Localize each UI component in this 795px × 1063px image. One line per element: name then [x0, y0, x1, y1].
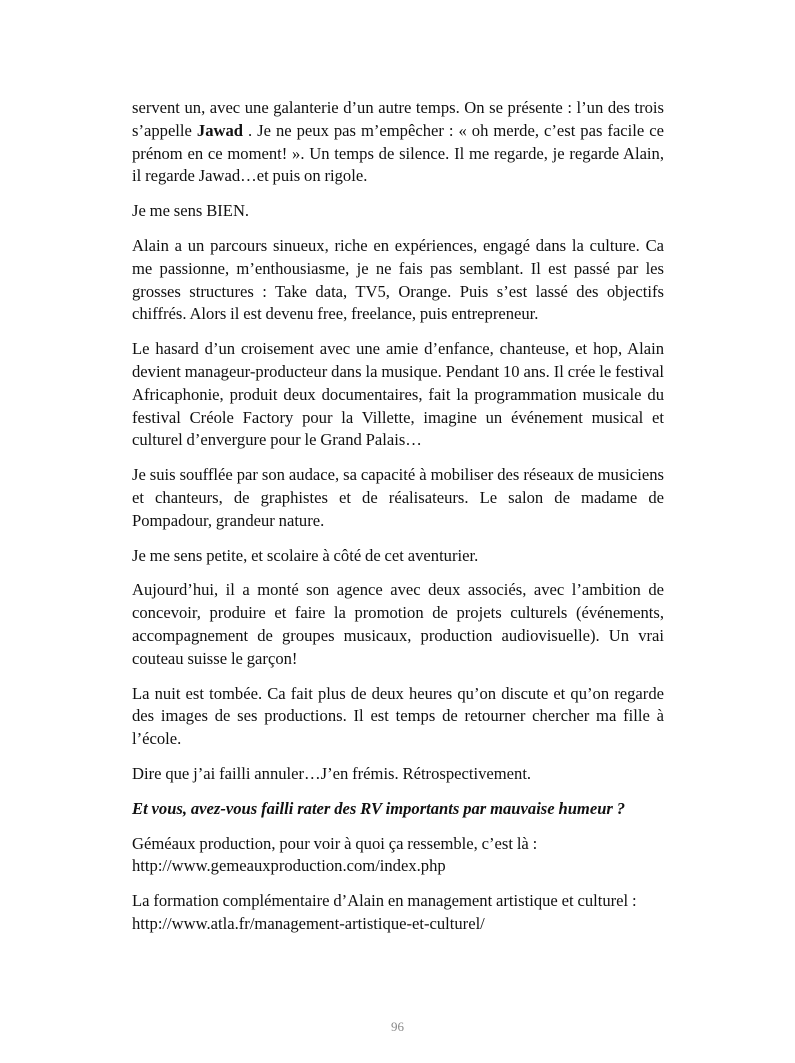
link-intro-atla: La formation complémentaire d’Alain en management artistique et culturel : — [132, 891, 637, 911]
paragraph-feeling-good: Je me sens BIEN. — [132, 201, 250, 221]
paragraph-night-fell: La nuit est tombée. Ca fait plus de deux heures qu’on discute et qu’on regarde des images de ses productions. Il est temps de retourner chercher ma fille à l’école. — [132, 683, 664, 749]
link-url-atla[interactable]: http://www.atla.fr/management-artistique-et-culturel/ — [132, 913, 485, 933]
paragraph-introductions — [132, 97, 664, 188]
paragraph-feeling-small: Je me sens petite, et scolaire à côté de cet aventurier. — [132, 545, 479, 565]
page-number: 96 — [391, 1019, 404, 1034]
link-block-gemeaux — [132, 833, 664, 879]
paragraph-introductions-text-end: . Je ne peux pas m’empêcher : « oh merde, c’est pas facile ce prénom en ce moment! ». Un temps de silence. Il me regarde, je regarde Alain, il regarde Jawad…et puis on rigole. — [132, 120, 664, 186]
paragraph-introductions-text-start: servent un, avec une galanterie d’un autre temps. On se présente : l’un des trois s’appelle — [132, 98, 664, 140]
paragraph-almost-cancelled: Dire que j’ai failli annuler…J’en frémis. Rétrospectivement. — [132, 763, 532, 783]
link-intro-gemeaux: Géméaux production, pour voir à quoi ça ressemble, c’est là : — [132, 833, 538, 853]
paragraph-alain-career: Alain a un parcours sinueux, riche en expériences, engagé dans la culture. Ca me passionne, m’enthousiasme, je ne fais pas semblant. Il est passé par les grosses structures : Take data, TV5, Orange. Puis s’est lassé des objectifs chiffrés. Alors il est devenu free, freelance, puis entrepreneur. — [132, 235, 664, 324]
page-body — [132, 97, 664, 948]
paragraph-manager-producer: Le hasard d’un croisement avec une amie d’enfance, chanteuse, et hop, Alain devient manageur-producteur dans la musique. Pendant 10 ans. Il crée le festival Africaphonie, produit deux documentaires, fait la programmation musicale du festival Créole Factory pour la Villette, imagine un événement musical et culturel d’envergure pour le Grand Palais… — [132, 339, 664, 450]
name-jawad: Jawad — [196, 120, 243, 140]
paragraph-agency: Aujourd’hui, il a monté son agence avec deux associés, avec l’ambition de concevoir, produire et faire la promotion de projets culturels (événements, accompagnement de groupes musicaux, production audiovisuelle). Un vrai couteau suisse le garçon! — [132, 580, 664, 668]
closing-question: Et vous, avez-vous failli rater des RV importants par mauvaise humeur ? — [132, 798, 626, 818]
link-block-atla — [132, 890, 664, 936]
link-url-gemeaux[interactable]: http://www.gemeauxproduction.com/index.php — [132, 856, 446, 876]
paragraph-audacity: Je suis soufflée par son audace, sa capacité à mobiliser des réseaux de musiciens et chanteurs, de graphistes et de réalisateurs. Le salon de madame de Pompadour, grandeur nature. — [132, 465, 664, 530]
